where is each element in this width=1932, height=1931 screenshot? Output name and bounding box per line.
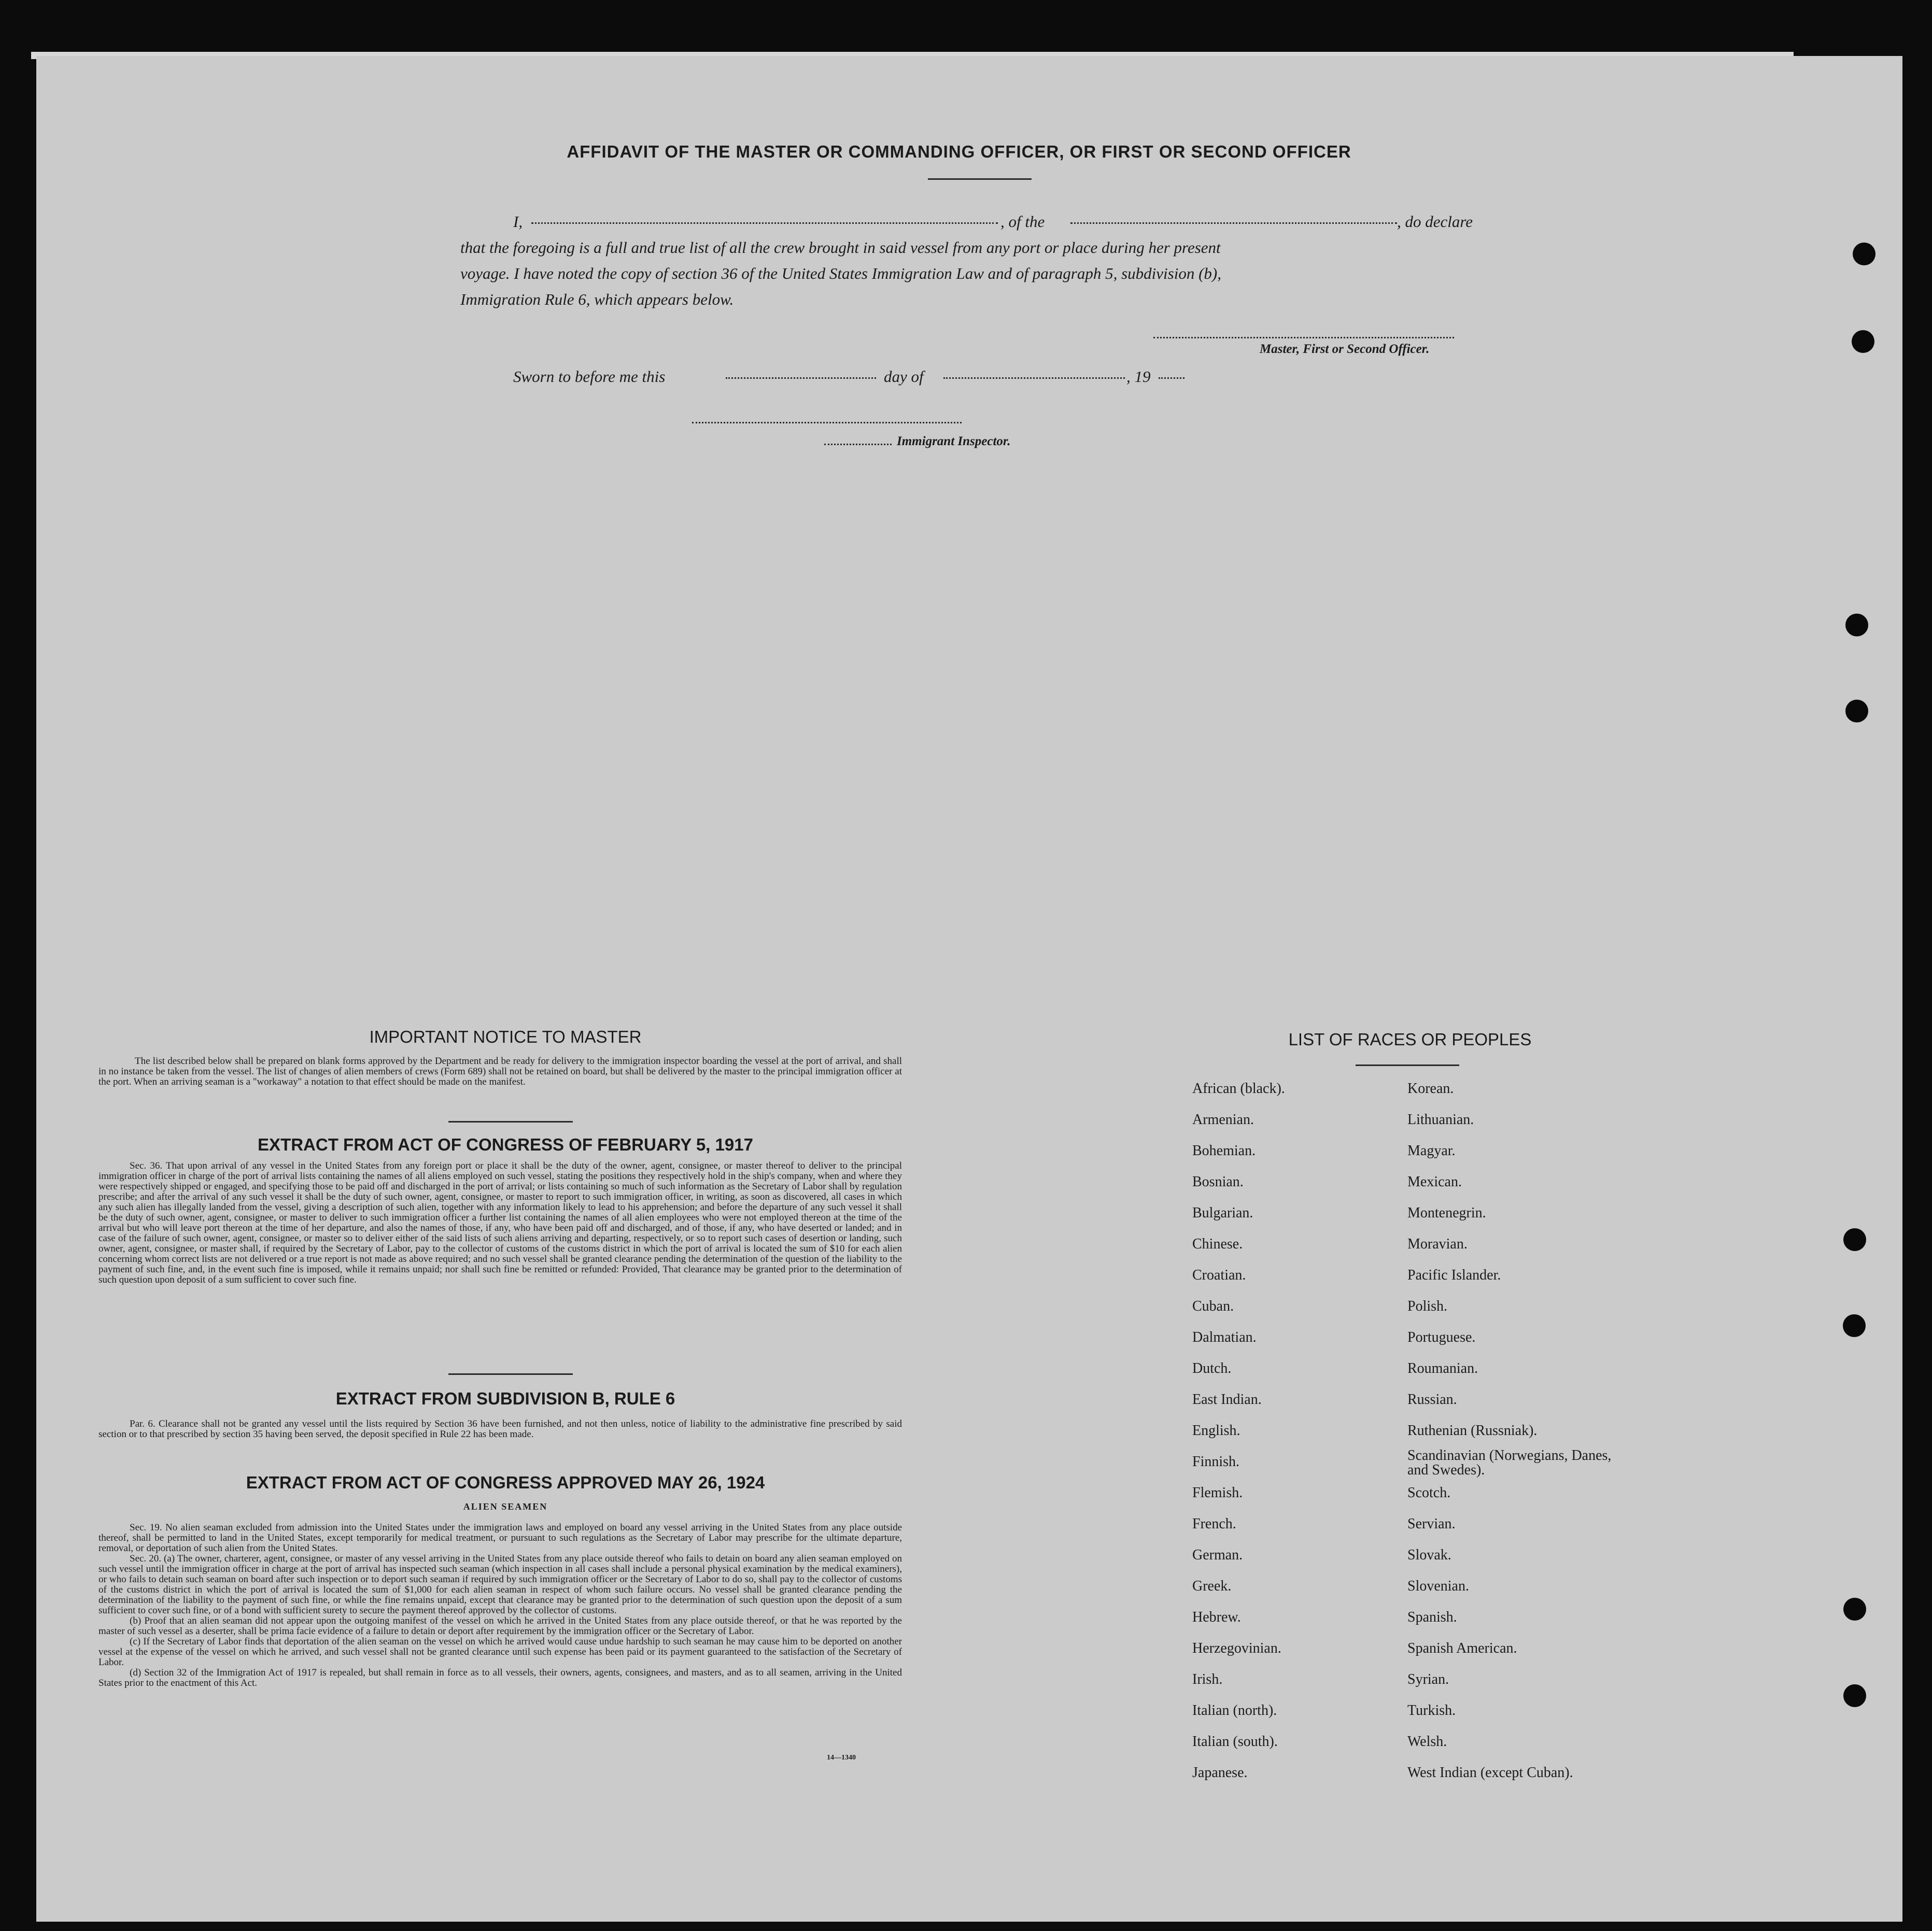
race-item: Mexican. [1407,1174,1462,1190]
affidavit-line-3: voyage. I have noted the copy of section 36 of the United States Immigration Law and of paragraph 5, subdivision (b), [460,264,1221,282]
race-item: Polish. [1407,1298,1448,1314]
extract-1924-title: EXTRACT FROM ACT OF CONGRESS APPROVED MAY 26, 1924 [246,1473,765,1492]
race-item: Slovak. [1407,1547,1451,1563]
race-item: English. [1192,1423,1240,1439]
race-item: Chinese. [1192,1236,1243,1252]
affidavit-line-2: that the foregoing is a full and true list of all the crew brought in said vessel from any port or place during her present [460,238,1221,257]
binder-hole [1845,700,1868,722]
race-item: Portuguese. [1407,1329,1476,1345]
race-item: Irish. [1192,1671,1223,1687]
races-title: LIST OF RACES OR PEOPLES [1288,1030,1532,1049]
sworn-year: , 19 [1126,367,1151,386]
race-item: Turkish. [1407,1702,1456,1719]
binder-hole [1845,614,1868,636]
affidavit-rule [928,178,1032,180]
binder-hole [1853,243,1875,265]
race-item: Dalmatian. [1192,1329,1257,1345]
race-item: Magyar. [1407,1143,1456,1159]
sworn-text: Sworn to before me this [513,367,666,386]
binder-hole [1843,1684,1866,1707]
race-item: Japanese. [1192,1765,1248,1781]
sec-20b: (b) Proof that an alien seaman did not appear upon the outgoing manifest of the vessel on which he arrived in the United States from any place outside thereof, or that he was reported by the master of such vessel as a deserter, shall be prima facie evidence of a failure to detain or deport after requirement by the immigration officer or the Secretary of Labor. [98,1615,902,1637]
race-item: Bohemian. [1192,1143,1256,1159]
binder-hole [1843,1228,1866,1251]
race-item: Croatian. [1192,1267,1246,1283]
race-item: Bosnian. [1192,1174,1244,1190]
master-signature-line [1153,337,1454,338]
inspector-signature-line-2 [824,444,892,445]
blank-name [531,222,998,224]
blank-month [943,377,1125,379]
inspector-label: Immigrant Inspector. [897,434,1011,448]
race-item: Scandinavian (Norwegians, Danes, and Swedes). [1407,1447,1612,1478]
race-item: French. [1192,1516,1236,1532]
affidavit-of-the: , of the [1000,212,1045,231]
race-item: Ruthenian (Russniak). [1407,1423,1538,1439]
extract-1917-title: EXTRACT FROM ACT OF CONGRESS OF FEBRUARY 5, 1917 [258,1135,753,1154]
race-item: Italian (south). [1192,1734,1278,1750]
race-item: Servian. [1407,1516,1456,1532]
race-item: Italian (north). [1192,1702,1277,1719]
race-item: Lithuanian. [1407,1112,1474,1128]
race-item: Korean. [1407,1081,1454,1097]
race-item: Greek. [1192,1578,1232,1594]
race-item: Hebrew. [1192,1609,1241,1625]
race-item: Welsh. [1407,1734,1447,1750]
notice-body: The list described below shall be prepared on blank forms approved by the Department and be ready for delivery to the immigration inspector boarding the vessel at the port of arrival, and shall in no instance be taken from the vessel. The list of changes of alien members of crews (Form 689) shall not be retained on board, but shall be delivered by the master to the principal immigration officer at the port. When an arriving seaman is a "workaway" a notation to that effect should be made on the manifest. [98,1056,902,1087]
extract-rule6-body: Par. 6. Clearance shall not be granted any vessel until the lists required by Section 36 have been furnished, and not then unless, notice of liability to the administrative fine prescribed by said section or to that prescribed by section 35 having been served, the deposit specified in Rule 22 has been made. [98,1418,902,1440]
extract-1924-subtitle: ALIEN SEAMEN [463,1501,548,1512]
affidavit-declare: , do declare [1397,212,1473,231]
race-item: Dutch. [1192,1360,1232,1376]
master-signature-label: Master, First or Second Officer. [1260,342,1430,356]
races-rule [1356,1064,1459,1066]
blank-year [1159,377,1184,379]
sec-20c: (c) If the Secretary of Labor finds that deportation of the alien seaman on the vessel on which he arrived would cause undue hardship to such seaman he may cause him to be deported on another vessel at the expense of the vessel on which he arrived, and such vessel shall not be granted clearance until such expense has been paid or its payment guaranteed to the satisfaction of the Secretary of Labor. [98,1636,902,1668]
race-item: Spanish American. [1407,1640,1517,1656]
notice-title: IMPORTANT NOTICE TO MASTER [369,1027,642,1046]
binder-hole [1852,330,1874,353]
race-item: Armenian. [1192,1112,1254,1128]
race-item: Roumanian. [1407,1360,1478,1376]
binder-hole [1843,1598,1866,1621]
sec-20d: (d) Section 32 of the Immigration Act of 1917 is repealed, but shall remain in force as to all vessels, their owners, agents, consignees, and masters, and as to all seamen, arriving in the United States prior to the enactment of this Act. [98,1667,902,1688]
race-item: East Indian. [1192,1392,1262,1408]
race-item: Spanish. [1407,1609,1457,1625]
race-item: Cuban. [1192,1298,1234,1314]
extract-1924-body [98,1523,902,1688]
race-item: West Indian (except Cuban). [1407,1765,1573,1781]
extract-rule6-title: EXTRACT FROM SUBDIVISION B, RULE 6 [335,1389,675,1408]
race-item: Finnish. [1192,1454,1240,1470]
race-item: Montenegrin. [1407,1205,1486,1221]
race-item: Slovenian. [1407,1578,1469,1594]
sworn-day-of: day of [884,367,924,386]
race-item: German. [1192,1547,1243,1563]
race-item: Pacific Islander. [1407,1267,1501,1283]
race-item: Syrian. [1407,1671,1449,1687]
extract-1917-body: Sec. 36. That upon arrival of any vessel in the United States from any foreign port or place it shall be the duty of the owner, agent, consignee, or master thereof to deliver to the principal immigration officer in charge of the port of arrival lists containing the names of all aliens employed on such vessel, stating the positions they respectively hold in the ship's company, when and where they were respectively shipped or engaged, and specifying those to be paid off and discharged in the port of arrival; or lists containing so much of such information as the Secretary of Labor shall by regulation prescribe; and after the arrival of any such vessel it shall be the duty of such owner, agent, consignee, or master to report to such immigration officer, in writing, as soon as discovered, all cases in which any such alien has illegally landed from the vessel, giving a description of such alien, together with any information likely to lead to his apprehension; and before the departure of any such vessel it shall be the duty of such owner, agent, consignee, or master to deliver to such immigration officer a further list containing the names of all alien employees who were not employed thereon at the time of the arrival but who will leave port thereon at the time of her departure, and also the names of those, if any, who have been paid off and discharged, and of those, if any, who have deserted or landed; and in case of the failure of such owner, agent, consignee, or master so to deliver either of the said lists of such aliens arriving and departing, respectively, or so to report such cases of desertion or landing, such owner, agent, consignee, or master shall, if required by the Secretary of Labor, pay to the collector of customs of the customs district in which the port of arrival is located the sum of $10 for each alien concerning whom correct lists are not delivered or a true report is not made as above required; and no such vessel shall be granted clearance pending the determination of the question of the liability to the payment of such fine, and, in the event such fine is imposed, while it remains unpaid; nor shall such fine be remitted or refunded: Provided, That clearance may be granted prior to the determination of such question upon deposit of a sum sufficient to cover such fine. [98,1160,902,1285]
race-item: Bulgarian. [1192,1205,1253,1221]
sec-19: Sec. 19. No alien seaman excluded from admission into the United States under the immigration laws and employed on board any vessel arriving in the United States from any place outside thereof, shall be permitted to land in the United States, except temporarily for medical treatment, or pursuant to such regulations as the Secretary of Labor may prescribe for the ultimate departure, removal, or deportation of such alien from the United States. [98,1522,902,1554]
race-item: Scotch. [1407,1485,1451,1501]
affidavit-i: I, [513,212,523,231]
affidavit-title: AFFIDAVIT OF THE MASTER OR COMMANDING OFFICER, OR FIRST OR SECOND OFFICER [567,142,1351,161]
sec-20a: Sec. 20. (a) The owner, charterer, agent, consignee, or master of any vessel arriving in the United States from any place outside thereof who fails to detain on board any alien seaman employed on such vessel until the immigration officer in charge at the port of arrival has inspected such seaman (which inspection in all cases shall include a personal physical examination by the medical examiners), or who fails to detain such seaman on board after such inspection or to deport such seaman if required by such immigration officer or the Secretary of Labor to do so, shall pay to the collector of customs of the customs district in which the port of arrival is located the sum of $1,000 for each alien seaman in respect of whom such failure occurs. No vessel shall be granted clearance pending the determination of the liability to the payment of such fine, or while the fine remains unpaid, except that clearance may be granted prior to the determination of such question upon the deposit of a sum sufficient to cover such fine, or of a bond with sufficient surety to secure the payment thereof approved by the collector of customs. [98,1553,902,1616]
race-item: African (black). [1192,1081,1285,1097]
blank-day [726,377,876,379]
binder-hole [1843,1314,1866,1337]
race-item: Moravian. [1407,1236,1468,1252]
blank-vessel [1070,222,1397,224]
affidavit-line-4: Immigration Rule 6, which appears below. [460,290,734,308]
rule-1 [448,1121,573,1123]
inspector-signature-line [692,422,962,423]
rule-2 [448,1373,573,1375]
form-number: 14—1340 [827,1754,856,1762]
race-item: Russian. [1407,1392,1457,1408]
race-item: Flemish. [1192,1485,1243,1501]
race-item: Herzegovinian. [1192,1640,1281,1656]
